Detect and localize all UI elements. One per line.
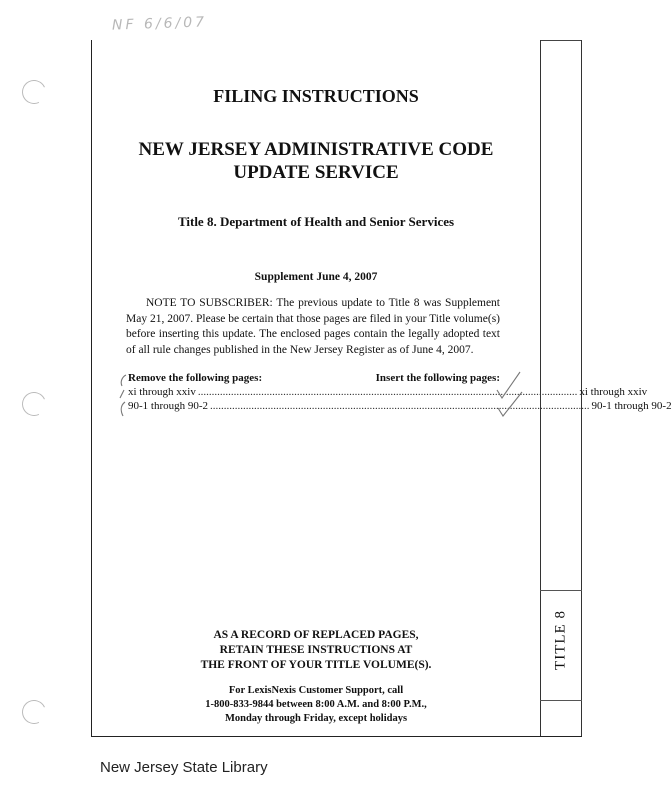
tab-divider <box>540 700 582 701</box>
remove-pages: 90-1 through 90-2 <box>128 400 209 412</box>
tab-frame-top <box>540 40 582 41</box>
record-line: THE FRONT OF YOUR TITLE VOLUME(S). <box>200 659 432 671</box>
remove-header: Remove the following pages: <box>128 372 263 384</box>
page-title: FILING INSTRUCTIONS <box>213 86 419 106</box>
table-row <box>128 386 648 400</box>
code-title-line: UPDATE SERVICE <box>233 162 399 183</box>
punch-hole <box>19 389 50 420</box>
title-tab-label: TITLE 8 <box>552 610 569 670</box>
punch-hole <box>19 697 50 728</box>
record-line: RETAIN THESE INSTRUCTIONS AT <box>219 644 413 656</box>
customer-support-info <box>92 684 540 726</box>
record-instructions <box>92 628 540 673</box>
page-frame-bottom <box>91 736 582 737</box>
table-row <box>128 400 672 414</box>
tab-divider <box>540 590 582 591</box>
page-replacement-table <box>128 372 672 414</box>
code-title <box>92 138 540 184</box>
punch-hole <box>19 77 50 108</box>
insert-header: Insert the following pages: <box>375 372 500 384</box>
remove-pages: xi through xxiv <box>128 386 196 398</box>
support-line: 1-800-833-9844 between 8:00 A.M. and 8:00 P.M., <box>205 699 427 710</box>
dot-leader: .......................................................................................................................................... <box>210 400 590 412</box>
handwritten-annotation: NF 6/6/07 <box>111 14 208 34</box>
record-line: AS A RECORD OF REPLACED PAGES, <box>213 629 419 641</box>
support-line: For LexisNexis Customer Support, call <box>228 685 404 696</box>
support-line: Monday through Friday, except holidays <box>224 713 408 724</box>
code-title-line: NEW JERSEY ADMINISTRATIVE CODE <box>138 139 494 160</box>
supplement-date: Supplement June 4, 2007 <box>254 271 378 283</box>
library-stamp: New Jersey State Library <box>100 759 268 776</box>
table-header <box>128 372 500 386</box>
check-mark-icon <box>494 368 524 418</box>
subscriber-note: NOTE TO SUBSCRIBER: The previous update to Title 8 was Supplement May 21, 2007. Please be certain that those pages are filed in your Title volume(s) before inserting this update. The enclosed pages contain the legally adopted text of all rule changes published in the New Jersey Register as of June 4, 2007. <box>126 297 500 356</box>
insert-pages: xi through xxiv <box>579 386 648 398</box>
insert-pages: 90-1 through 90-2 <box>591 400 672 412</box>
subtitle: Title 8. Department of Health and Senior Services <box>177 214 455 229</box>
check-mark-icon <box>114 372 132 420</box>
dot-leader: .......................................................................................................................................... <box>197 386 578 398</box>
